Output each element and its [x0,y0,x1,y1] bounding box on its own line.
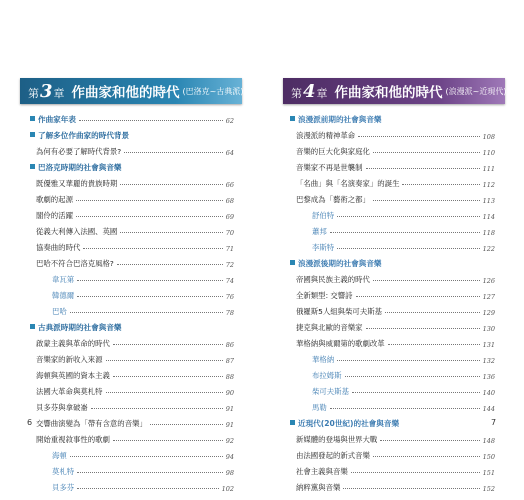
dot-leader [79,120,223,121]
dot-leader [77,280,223,281]
toc-page-number: 122 [482,245,495,253]
toc-label [30,386,103,397]
toc-label [290,162,363,173]
toc-page-number: 144 [482,405,495,413]
dot-leader [113,440,223,441]
toc-label [290,130,355,141]
toc-page-number: 152 [482,485,495,493]
toc-page-number: 102 [221,485,234,493]
toc-page-number: 86 [225,341,234,349]
toc-subentry [290,205,495,221]
dot-leader [373,280,480,281]
toc-label-text: 海頓 [52,451,67,460]
toc-label-text: 音樂家的新收入來源 [36,355,103,364]
chapter-number: 第3章 [28,80,65,102]
toc-label [30,258,114,269]
toc-label [290,402,327,413]
toc-label [290,450,370,461]
toc-page-number: 110 [482,149,495,157]
dot-leader [113,344,223,345]
toc-page-number: 72 [225,261,234,269]
toc-label-text: 貝多芬與拿破崙 [36,403,88,412]
toc-label [30,450,67,461]
toc-entry [290,173,495,189]
toc-label-text: 新媒體的登場與世界大戰 [296,435,378,444]
toc-label-text: 馬勒 [312,403,327,412]
toc-entry [30,333,234,349]
toc-page-number: 68 [225,197,234,205]
toc-entry [30,189,234,205]
toc-entry [290,301,495,317]
toc-page-number: 94 [225,453,234,461]
toc-label [30,210,73,221]
toc-label-text: 從義大利傳入法國、英國 [36,227,118,236]
dot-leader [70,312,223,313]
toc-page-number: 136 [482,373,495,381]
toc-label-text: 為何有必要了解時代背景? [36,147,122,156]
toc-subentry [30,445,234,461]
toc-page-number: 132 [482,357,495,365]
chapter-title: 作曲家和他的時代 [71,85,180,101]
dot-leader [385,312,480,313]
toc-subentry [30,301,234,317]
toc-label [290,274,370,285]
chapter-banner [283,78,524,104]
toc-page-number: 88 [225,373,234,381]
chapter-subtitle: (浪漫派~近現代) [445,86,507,96]
toc-section [30,125,234,141]
dot-leader [76,200,223,201]
toc-label [290,306,382,317]
toc-label-text: 社會主義與音樂 [296,467,348,476]
toc-label [290,210,334,221]
page-number: 6 [27,418,33,427]
toc-section [290,413,495,429]
toc-label [30,354,103,365]
toc-entry [30,221,234,237]
section-square-icon [290,116,295,121]
section-square-icon [30,164,35,169]
dot-leader [337,216,479,217]
toc-label-text: 近現代(20世紀)的社會與音樂 [298,419,400,428]
toc-label [30,162,122,173]
toc-label-text: 華格納與威爾第的歌劇改革 [296,339,385,348]
toc-page-number: 151 [482,469,495,477]
toc-section [30,109,234,125]
toc-label [290,194,370,205]
toc-label [290,146,370,157]
dot-leader [117,264,223,265]
dot-leader [77,296,223,297]
dot-leader [356,296,480,297]
toc-entry [290,189,495,205]
toc-page-number: 64 [225,149,234,157]
right-page [260,0,524,500]
toc-entry [30,413,234,429]
toc-entry [290,317,495,333]
dot-leader [343,488,479,489]
dot-leader [106,392,223,393]
toc-label [290,290,353,301]
toc-section [30,317,234,333]
toc-label-text: 海頓與英國的資本主義 [36,371,110,380]
toc-label [30,434,110,445]
toc-label-text: 蕭邦 [312,227,327,236]
toc-label-text: 浪漫派前期的社會與音樂 [298,115,382,124]
toc-page-number: 71 [225,245,234,253]
toc-label-text: 交響曲演變為「帶有含意的音樂」 [36,419,147,428]
toc-subentry [290,397,495,413]
toc-label-text: 舒伯特 [312,211,335,220]
toc-label [290,434,377,445]
toc-label-text: 「名曲」與「名演奏家」的誕生 [296,179,400,188]
toc-page-number: 127 [482,293,495,301]
toc-page-number: 113 [482,197,495,205]
table-of-contents [30,109,234,493]
toc-label-text: 華格納 [312,355,335,364]
toc-subentry [290,237,495,253]
dot-leader [388,344,480,345]
toc-label-text: 協奏曲的時代 [36,243,81,252]
toc-section [290,253,495,269]
dot-leader [76,216,223,217]
toc-page-number: 98 [225,469,234,477]
toc-label [30,242,80,253]
toc-label-text: 浪漫派的精神革命 [296,131,356,140]
toc-page-number: 62 [225,117,234,125]
toc-label-text: 啟蒙主義與革命的時代 [36,339,110,348]
toc-label-text: 納粹黨與音樂 [296,483,341,492]
toc-subentry [30,477,234,493]
dot-leader [352,392,480,393]
toc-label-text: 巴洛克時期的社會與音樂 [38,163,122,172]
section-square-icon [290,420,295,425]
toc-label [290,114,382,125]
toc-entry [290,477,495,493]
toc-label [30,482,74,493]
dot-leader [77,472,223,473]
dot-leader [124,152,222,153]
dot-leader [113,376,223,377]
toc-page-number: 114 [482,213,495,221]
dot-leader [358,136,479,137]
toc-label-text: 開始重視敘事性的歌劇 [36,435,110,444]
dot-leader [120,232,222,233]
toc-entry [290,333,495,349]
toc-entry [30,429,234,445]
toc-page-number: 129 [482,309,495,317]
toc-label-text: 布拉姆斯 [312,371,342,380]
toc-entry [290,141,495,157]
toc-entry [30,349,234,365]
toc-label [30,402,88,413]
toc-label-text: 巴黎成為「藝術之都」 [296,195,370,204]
chapter-page: 62 [246,86,257,96]
toc-label [290,370,342,381]
chapter-page: 113 [509,86,524,96]
toc-subentry [30,285,234,301]
toc-label [30,466,74,477]
toc-entry [290,461,495,477]
toc-label-text: 捷克與北歐的音樂家 [296,323,363,332]
toc-label [30,370,110,381]
toc-entry [290,429,495,445]
toc-label [290,338,385,349]
dot-leader [330,232,480,233]
dot-leader [120,184,222,185]
toc-label-text: 李斯特 [312,243,335,252]
toc-label-text: 音樂的巨大化與家庭化 [296,147,370,156]
table-of-contents [290,109,495,493]
dot-leader [351,472,480,473]
toc-label-text: 巴哈 [52,307,67,316]
toc-label-text: 歌劇的起源 [36,195,73,204]
toc-label [290,322,363,333]
toc-page-number: 126 [482,277,495,285]
toc-label-text: 俄羅斯5人組與柴可夫斯基 [296,307,383,316]
toc-label [30,306,67,317]
chapter-subtitle: (巴洛克~古典派) [182,86,244,96]
dot-leader [366,168,480,169]
toc-page-number: 70 [225,229,234,237]
toc-label-text: 由法國發起的新式音樂 [296,451,370,460]
dot-leader [337,248,479,249]
toc-page-number: 66 [225,181,234,189]
toc-label [290,258,382,269]
toc-label [30,322,122,333]
toc-page-number: 148 [482,437,495,445]
toc-entry [30,381,234,397]
toc-label-text: 浪漫派後期的社會與音樂 [298,259,382,268]
dot-leader [345,376,480,377]
dot-leader [330,408,480,409]
toc-subentry [290,365,495,381]
dot-leader [402,184,479,185]
toc-label [30,194,73,205]
toc-label [30,274,74,285]
toc-label-text: 全新類型: 交響詩 [296,291,353,300]
dot-leader [77,488,218,489]
dot-leader [70,456,223,457]
toc-page-number: 90 [225,389,234,397]
toc-label [30,114,76,125]
toc-label [30,290,74,301]
section-square-icon [290,260,295,265]
toc-label [290,226,327,237]
toc-section [30,157,234,173]
toc-page-number: 108 [482,133,495,141]
toc-page-number: 78 [225,309,234,317]
section-square-icon [30,132,35,137]
toc-label [290,178,399,189]
toc-label [290,482,340,493]
page-number: 7 [491,418,497,427]
toc-label [290,242,334,253]
toc-subentry [290,381,495,397]
toc-page-number: 74 [225,277,234,285]
toc-page-number: 112 [482,181,495,189]
toc-page-number: 76 [225,293,234,301]
toc-subentry [30,269,234,285]
toc-page-number: 131 [482,341,495,349]
chapter-number: 第4章 [291,80,328,102]
toc-entry [30,253,234,269]
toc-label-text: 既優雅又華麗的貴族時期 [36,179,118,188]
toc-label-text: 帝國與民族主義的時代 [296,275,370,284]
toc-label-text: 音樂家不再是世襲制 [296,163,363,172]
chapter-title: 作曲家和他的時代 [334,85,443,101]
toc-label-text: 巴哈不符合巴洛克風格? [36,259,114,268]
toc-label-text: 作曲家年表 [38,115,76,124]
dot-leader [150,424,223,425]
toc-label [290,466,348,477]
section-square-icon [30,116,35,121]
toc-label-text: 柴可夫斯基 [312,387,349,396]
toc-label-text: 了解多位作曲家的時代背景 [38,131,130,140]
toc-label [30,130,129,141]
toc-label-text: 韓德爾 [52,291,75,300]
dot-leader [373,200,480,201]
toc-page-number: 91 [225,421,234,429]
toc-label [30,338,110,349]
toc-entry [290,285,495,301]
toc-page-number: 150 [482,453,495,461]
toc-entry [30,365,234,381]
toc-page-number: 130 [482,325,495,333]
toc-subentry [30,461,234,477]
toc-label [290,386,349,397]
left-page [0,0,260,500]
toc-label-text: 韋瓦第 [52,275,75,284]
dot-leader [106,360,223,361]
toc-entry [290,445,495,461]
toc-label-text: 貝多芬 [52,483,75,492]
dot-leader [366,328,480,329]
toc-page-number: 118 [482,229,495,237]
toc-entry [290,269,495,285]
dot-leader [337,360,479,361]
toc-page-number: 111 [482,165,495,173]
dot-leader [373,152,480,153]
toc-page-number: 69 [225,213,234,221]
toc-page-number: 91 [225,405,234,413]
toc-label [30,146,121,157]
toc-label [30,178,117,189]
toc-entry [30,173,234,189]
toc-subentry [290,349,495,365]
chapter-banner [20,78,257,104]
toc-section [290,109,495,125]
toc-entry [30,205,234,221]
dot-leader [91,408,223,409]
toc-label [290,418,399,429]
toc-entry [30,141,234,157]
toc-entry [30,237,234,253]
toc-label [30,226,117,237]
toc-label-text: 莫札特 [52,467,75,476]
toc-entry [290,157,495,173]
dot-leader [373,456,480,457]
dot-leader [380,440,479,441]
section-square-icon [30,324,35,329]
toc-entry [290,125,495,141]
toc-page-number: 92 [225,437,234,445]
toc-page-number: 87 [225,357,234,365]
toc-label [30,418,147,429]
toc-label [290,354,334,365]
toc-page-number: 140 [482,389,495,397]
toc-label-text: 法國大革命與莫札特 [36,387,103,396]
toc-entry [30,397,234,413]
toc-subentry [290,221,495,237]
toc-label-text: 古典派時期的社會與音樂 [38,323,122,332]
dot-leader [83,248,222,249]
toc-label-text: 閣伶的活躍 [36,211,73,220]
